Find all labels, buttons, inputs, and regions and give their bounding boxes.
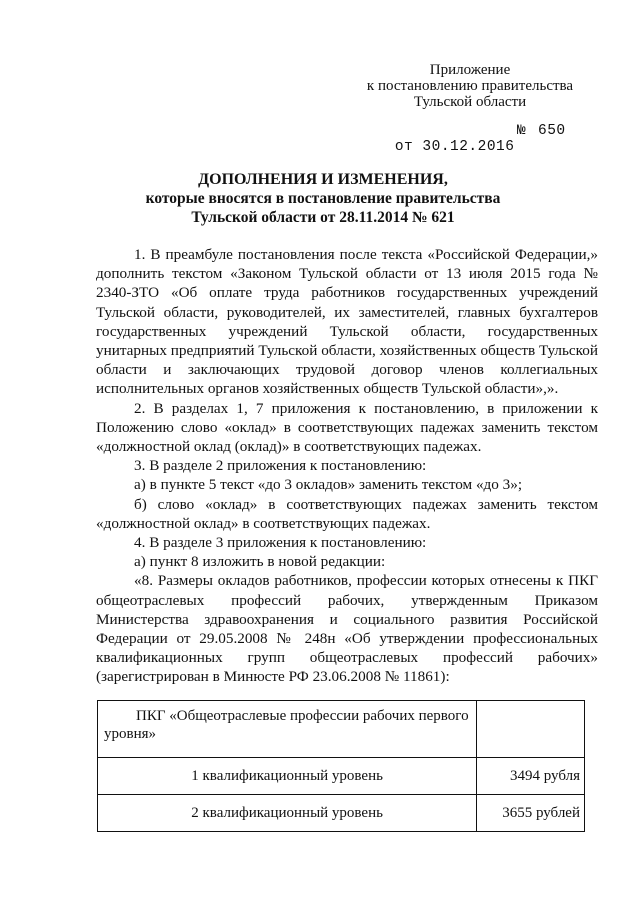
table-row: [98, 795, 585, 832]
number-label: №: [517, 123, 527, 139]
level-cell: 1 квалификационный уровень: [98, 758, 477, 795]
salary-cell: 3494 рубля: [477, 758, 585, 795]
table-row: [98, 758, 585, 795]
table-row: [98, 701, 585, 758]
paragraph-4: 4. В разделе 3 приложения к постановлению:: [134, 534, 427, 552]
appendix-line-1: Приложение: [429, 62, 511, 78]
paragraph-3a: а) в пункте 5 текст «до 3 окладов» заменить текстом «до 3»;: [134, 476, 523, 494]
salary-cell: 3655 рублей: [477, 795, 585, 832]
paragraph-8: «8. Размеры окладов работников, профессии которых отнесены к ПКГ общеотраслевых профессий рабочих, утвержденным Приказом Министерства здравоохранения и социального развития Российской Федерации от 29.05.2008 № 248н «Об утверждении профессиональных квалификационных групп общеотраслевых профессий рабочих» (зарегистрирован в Минюсте РФ 23.06.2008 № 11861):: [96, 572, 598, 686]
title-line-2: которые вносятся в постановление правительства: [145, 190, 501, 207]
date-prefix: от: [394, 139, 414, 155]
level-cell: 2 квалификационный уровень: [98, 795, 477, 832]
document-body: [96, 245, 598, 687]
appendix-header: [330, 62, 610, 110]
paragraph-3b: б) слово «оклад» в соответствующих падежах заменить текстом «должностной оклад» в соответствующих падежах.: [96, 495, 598, 532]
decree-number: 650: [538, 123, 566, 139]
title-line-1: ДОПОЛНЕНИЯ И ИЗМЕНЕНИЯ,: [198, 171, 448, 188]
appendix-line-2: к постановлению правительства: [366, 78, 574, 94]
table-header-cell: ПКГ «Общеотраслевые профессии рабочих первого уровня»: [98, 701, 477, 758]
paragraph-2: 2. В разделах 1, 7 приложения к постановлению, в приложении к Положению слово «оклад» в соответствующих падежах заменить текстом «должностной оклад (оклад)» в соответствующих падежах.: [96, 399, 598, 456]
paragraph-1: 1. В преамбуле постановления после текста «Российской Федерации,» дополнить текстом «Законом Тульской области от 13 июля 2015 года № 2340-ЗТО «Об оплате труда работников государственных учреждений Тульской области, руководителей, их заместителей, главных бухгалтеров государственных учреждений Тульской области, государственных унитарных предприятий Тульской области, хозяйственных обществ Тульской области и заключающих трудовой договор членов коллегиальных исполнительных органов хозяйственных обществ Тульской области»,».: [96, 246, 598, 398]
paragraph-3: 3. В разделе 2 приложения к постановлению:: [134, 457, 427, 475]
appendix-line-3: Тульской области: [413, 94, 527, 110]
salary-table: [97, 700, 585, 832]
paragraph-4a: а) пункт 8 изложить в новой редакции:: [134, 553, 386, 571]
document-title: [100, 170, 546, 227]
title-line-3: Тульской области от 28.11.2014 № 621: [191, 209, 455, 226]
decree-date: 30.12.2016: [422, 139, 515, 155]
table-header-empty-cell: [477, 701, 585, 758]
